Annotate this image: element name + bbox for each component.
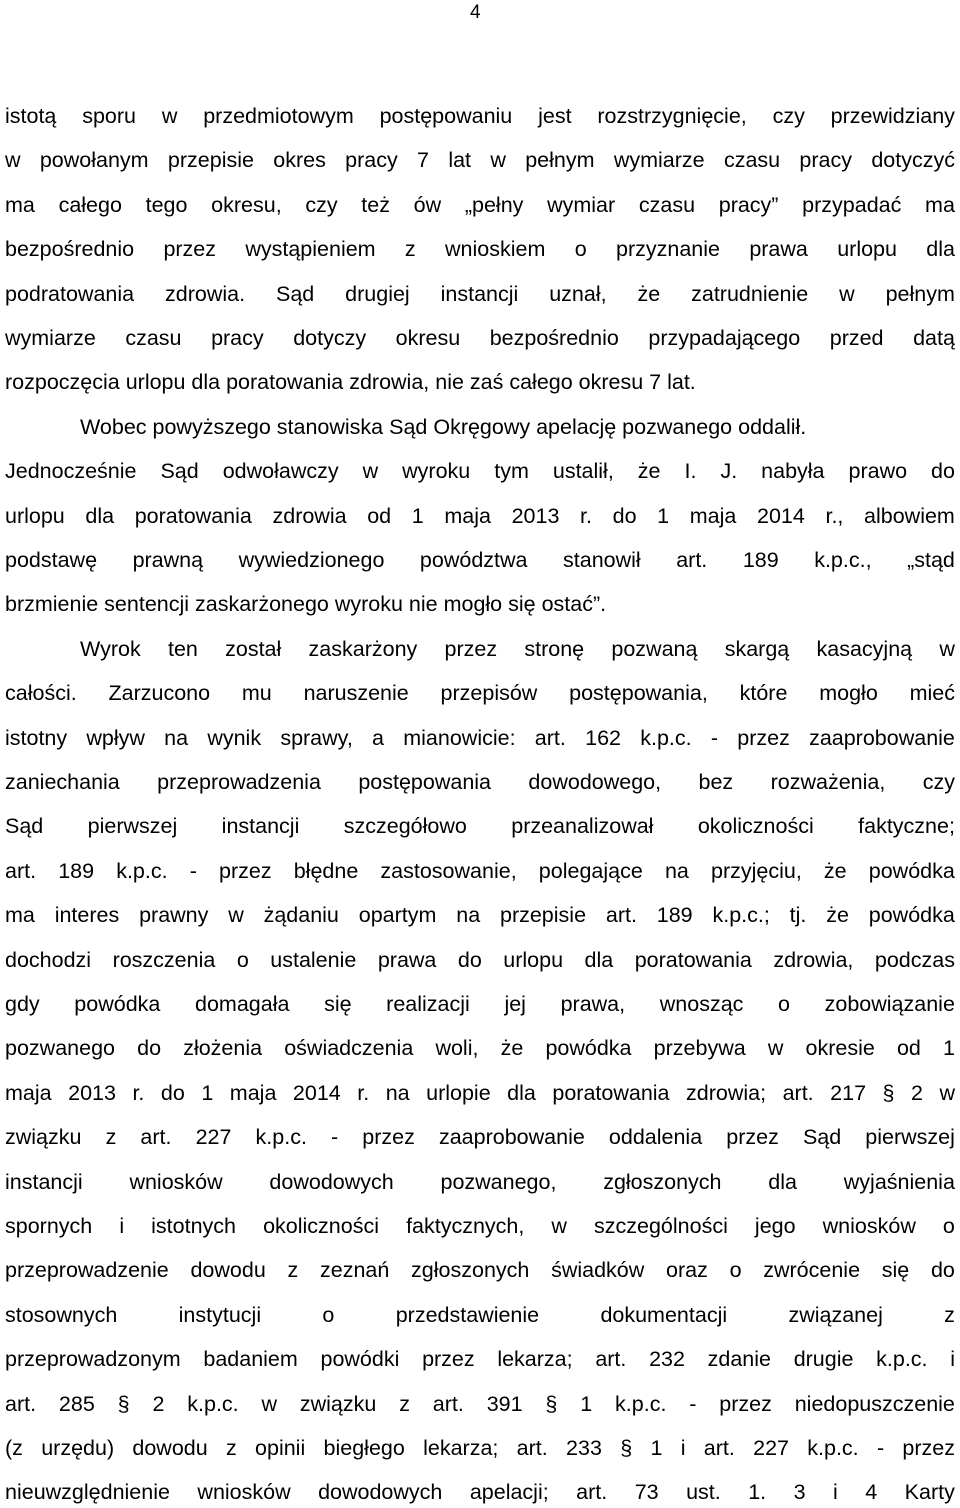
text-line: spornych i istotnych okoliczności faktycznych, w szczególności jego wniosków o	[5, 1214, 955, 1238]
text-line: (z urzędu) dowodu z opinii biegłego lekarza; art. 233 § 1 i art. 227 k.p.c. - przez	[5, 1436, 955, 1460]
text-line: Wyrok ten został zaskarżony przez stronę pozwaną skargą kasacyjną w	[80, 636, 955, 661]
text-line: bezpośrednio przez wystąpieniem z wnioskiem o przyznanie prawa urlopu dla	[5, 237, 955, 262]
text-line: całości. Zarzucono mu naruszenie przepisów postępowania, które mogło mieć	[5, 681, 955, 706]
text-line: rozpoczęcia urlopu dla poratowania zdrowia, nie zaś całego okresu 7 lat.	[5, 370, 696, 395]
text-line: art. 285 § 2 k.p.c. w związku z art. 391 § 1 k.p.c. - przez niedopuszczenie	[5, 1391, 955, 1416]
text-line: ma całego tego okresu, czy też ów „pełny wymiar czasu pracy” przypadać ma	[5, 192, 955, 217]
text-line: stosownych instytucji o przedstawienie dokumentacji związanej z	[5, 1302, 955, 1327]
text-line: gdy powódka domagała się realizacji jej prawa, wnosząc o zobowiązanie	[5, 992, 955, 1016]
text-line: zaniechania przeprowadzenia postępowania dowodowego, bez rozważenia, czy	[5, 770, 955, 794]
text-line: ma interes prawny w żądaniu opartym na przepisie art. 189 k.p.c.; tj. że powódka	[5, 903, 955, 928]
text-line: nieuwzględnienie wniosków dowodowych apelacji; art. 73 ust. 1. 3 i 4 Karty	[5, 1480, 955, 1505]
text-line: istotą sporu w przedmiotowym postępowaniu jest rozstrzygnięcie, czy przewidziany	[5, 104, 955, 128]
text-line: art. 189 k.p.c. - przez błędne zastosowanie, polegające na przyjęciu, że powódka	[5, 858, 955, 883]
page-number: 4	[470, 2, 481, 23]
text-line: w powołanym przepisie okres pracy 7 lat w pełnym wymiarze czasu pracy dotyczyć	[5, 148, 955, 173]
text-line: podratowania zdrowia. Sąd drugiej instancji uznał, że zatrudnienie w pełnym	[5, 281, 955, 306]
text-line: przeprowadzonym badaniem powódki przez lekarza; art. 232 zdanie drugie k.p.c. i	[5, 1347, 955, 1372]
text-line: Jednocześnie Sąd odwoławczy w wyroku tym ustalił, że I. J. nabyła prawo do	[5, 459, 955, 484]
text-line: przeprowadzenie dowodu z zeznań zgłoszonych świadków oraz o zwrócenie się do	[5, 1258, 955, 1283]
text-line: Sąd pierwszej instancji szczegółowo przeanalizował okoliczności faktyczne;	[5, 814, 955, 839]
text-line: podstawę prawną wywiedzionego powództwa stanowił art. 189 k.p.c., „stąd	[5, 548, 955, 572]
text-line: pozwanego do złożenia oświadczenia woli, że powódka przebywa w okresie od 1	[5, 1036, 955, 1061]
text-line: brzmienie sentencji zaskarżonego wyroku nie mogło się ostać”.	[5, 592, 607, 617]
text-line: instancji wniosków dowodowych pozwanego, zgłoszonych dla wyjaśnienia	[5, 1169, 955, 1194]
text-line: wymiarze czasu pracy dotyczy okresu bezpośrednio przypadającego przed datą	[5, 326, 955, 350]
text-line: dochodzi roszczenia o ustalenie prawa do urlopu dla poratowania zdrowia, podczas	[5, 947, 955, 972]
text-line: maja 2013 r. do 1 maja 2014 r. na urlopie dla poratowania zdrowia; art. 217 § 2 w	[5, 1080, 955, 1105]
text-line: związku z art. 227 k.p.c. - przez zaaprobowanie oddalenia przez Sąd pierwszej	[5, 1125, 955, 1150]
text-line: Wobec powyższego stanowiska Sąd Okręgowy apelację pozwanego oddalił.	[80, 414, 807, 439]
text-line: urlopu dla poratowania zdrowia od 1 maja 2013 r. do 1 maja 2014 r., albowiem	[5, 503, 955, 528]
text-line: istotny wpływ na wynik sprawy, a mianowicie: art. 162 k.p.c. - przez zaaprobowanie	[5, 725, 955, 750]
